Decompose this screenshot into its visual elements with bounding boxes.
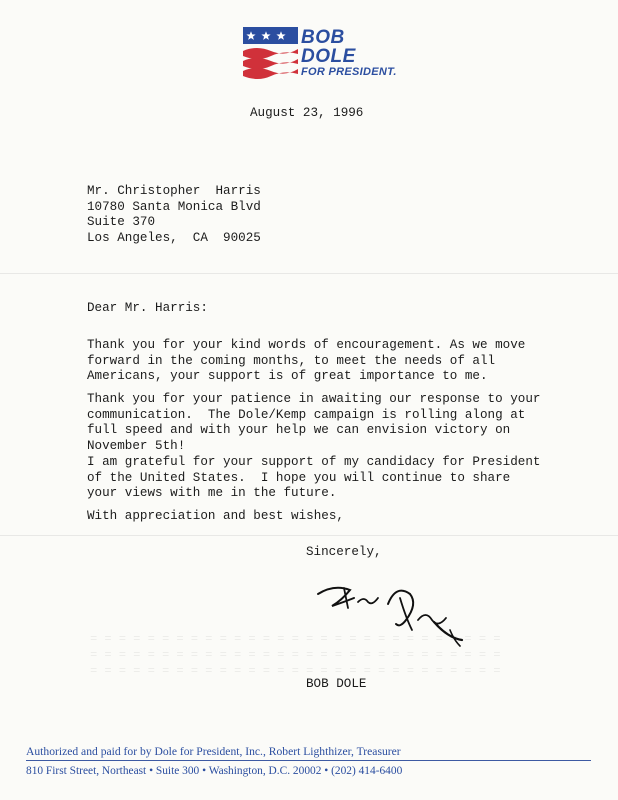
salutation: Dear Mr. Harris: (87, 301, 208, 315)
logo-text-for-president: FOR PRESIDENT. (301, 66, 397, 78)
closing-line: With appreciation and best wishes, (87, 509, 344, 523)
fold-line (0, 535, 618, 536)
letter-date: August 23, 1996 (250, 106, 364, 120)
paragraph-line: I am grateful for your support of my candidacy for President (87, 455, 541, 469)
show-through-text: = = = = = = = = = = = = = = = = = = = = = = = = = = = = = (90, 632, 501, 646)
paragraph-line: forward in the coming months, to meet the needs of all (87, 353, 496, 368)
recipient-street: 10780 Santa Monica Blvd (87, 199, 261, 214)
body-paragraph (87, 455, 540, 502)
recipient-name: Mr. Christopher Harris (87, 184, 261, 198)
fold-line (0, 273, 618, 274)
paragraph-line: communication. The Dole/Kemp campaign is rolling along at (87, 407, 526, 422)
recipient-city: Los Angeles, CA 90025 (87, 230, 261, 245)
signature-image (314, 580, 474, 650)
paragraph-line: Thank you for your patience in awaiting our response to your (87, 392, 541, 406)
logo-text-bob: BOB (301, 27, 345, 48)
paragraph-line: your views with me in the future. (87, 486, 337, 500)
show-through-text: = = = = = = = = = = = = = = = = = = = = = = = = = = = = = (90, 648, 501, 662)
campaign-logo (243, 27, 397, 82)
flag-icon (243, 27, 299, 79)
paragraph-line: Thank you for your kind words of encouragement. As we move (87, 338, 526, 352)
footer-address: 810 First Street, Northeast • Suite 300 • Washington, D.C. 20002 • (202) 414-6400 (26, 765, 403, 777)
recipient-suite: Suite 370 (87, 215, 156, 229)
body-paragraph (87, 338, 525, 385)
body-paragraph (87, 392, 540, 454)
footer-divider (26, 760, 591, 761)
paragraph-line: Americans, your support is of great importance to me. (87, 369, 488, 383)
paragraph-line: November 5th! (87, 438, 186, 453)
paragraph-line: full speed and with your help we can envision victory on (87, 423, 511, 437)
complimentary-close: Sincerely, (306, 545, 382, 559)
show-through-text: = = = = = = = = = = = = = = = = = = = = = = = = = = = = = (90, 664, 501, 678)
logo-text-dole: DOLE (301, 46, 356, 67)
paragraph-line: of the United States. I hope you will continue to share (87, 470, 511, 485)
footer-authorization: Authorized and paid for by Dole for President, Inc., Robert Lighthizer, Treasurer (26, 745, 401, 758)
recipient-address (87, 184, 261, 246)
signer-name: BOB DOLE (306, 677, 367, 691)
